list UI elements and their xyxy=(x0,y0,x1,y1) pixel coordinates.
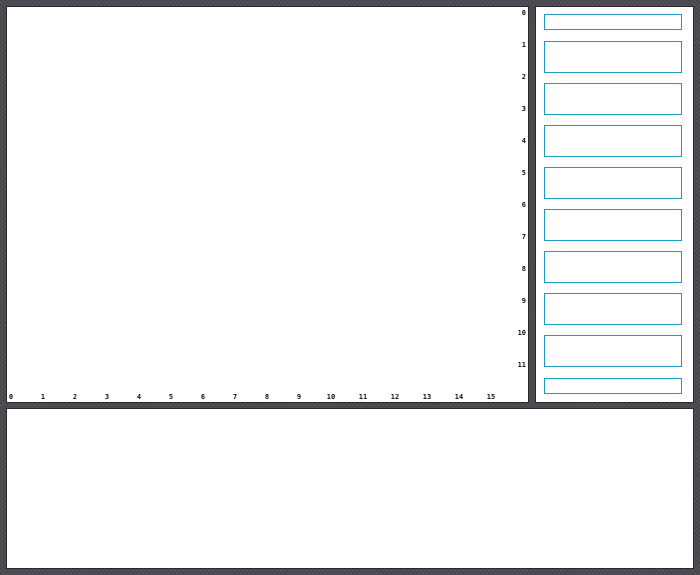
column-label: 13 xyxy=(422,393,432,401)
bottom-panel xyxy=(6,408,694,569)
column-label: 10 xyxy=(326,393,336,401)
row-label: 0 xyxy=(521,9,526,17)
row-label: 8 xyxy=(521,265,526,273)
grid-canvas[interactable] xyxy=(6,6,529,403)
row-label: 10 xyxy=(517,329,526,337)
column-label: 4 xyxy=(136,393,142,401)
sidebar-panel xyxy=(535,6,694,403)
row-label: 6 xyxy=(521,201,526,209)
column-label: 8 xyxy=(264,393,270,401)
column-label: 1 xyxy=(40,393,46,401)
column-label: 3 xyxy=(104,393,110,401)
row-label: 1 xyxy=(521,41,526,49)
sidebar-slot[interactable] xyxy=(544,335,682,367)
column-label: 9 xyxy=(296,393,302,401)
sidebar-slot[interactable] xyxy=(544,41,682,73)
sidebar-slot[interactable] xyxy=(544,125,682,157)
column-label: 7 xyxy=(232,393,238,401)
row-label: 4 xyxy=(521,137,526,145)
column-label: 5 xyxy=(168,393,174,401)
sidebar-slot[interactable] xyxy=(544,209,682,241)
sidebar-slot[interactable] xyxy=(544,251,682,283)
row-label: 11 xyxy=(517,361,526,369)
column-label: 0 xyxy=(8,393,14,401)
column-label: 14 xyxy=(454,393,464,401)
column-label: 6 xyxy=(200,393,206,401)
sidebar-slot[interactable] xyxy=(544,83,682,115)
row-label: 2 xyxy=(521,73,526,81)
row-label: 3 xyxy=(521,105,526,113)
row-label: 7 xyxy=(521,233,526,241)
row-label: 9 xyxy=(521,297,526,305)
column-label: 15 xyxy=(486,393,496,401)
column-label: 12 xyxy=(390,393,400,401)
column-label: 2 xyxy=(72,393,78,401)
column-label: 11 xyxy=(358,393,368,401)
sidebar-slot[interactable] xyxy=(544,293,682,325)
row-label: 5 xyxy=(521,169,526,177)
sidebar-slot[interactable] xyxy=(544,14,682,30)
sidebar-slot[interactable] xyxy=(544,378,682,394)
sidebar-slot[interactable] xyxy=(544,167,682,199)
